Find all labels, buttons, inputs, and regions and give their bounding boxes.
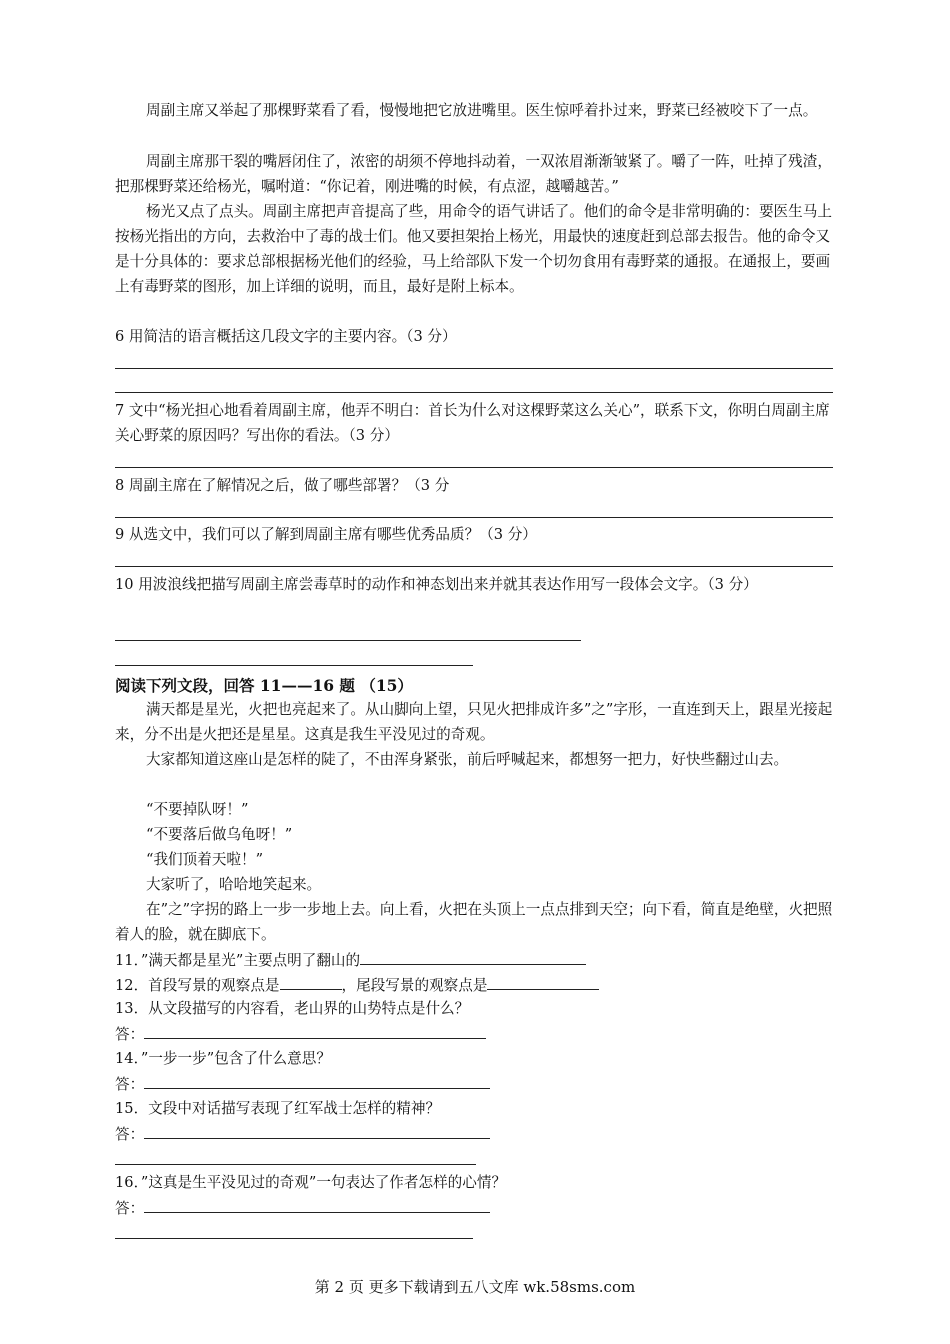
question-10: 10 用波浪线把描写周副主席尝毒草时的动作和神态划出来并就其表达作用写一段体会文字。（3 分） xyxy=(115,576,758,593)
question-12 xyxy=(115,972,599,998)
passage2-paragraph-4: 在”之”字拐的路上一步一步地上去。向上看，火把在头顶上一点点排到天空；向下看，简直是绝壁，火把照着人的脸，就在脚底下。 xyxy=(115,901,833,943)
question-14: 14．”一步一步”包含了什么意思？ xyxy=(115,1050,331,1067)
passage2-paragraph-2: 大家都知道这座山是怎样的陡了，不由浑身紧张，前后呼喊起来，都想努一把力，好快些翻过山去。 xyxy=(146,751,789,768)
question-13: 13．从文段描写的内容看，老山界的山势特点是什么？ xyxy=(115,1000,470,1017)
passage2-paragraph-1: 满天都是星光，火把也亮起来了。从山脚向上望，只见火把排成许多”之”字形，一直连到天上，跟星光接起来，分不出是火把还是星星。这真是我生平没见过的奇观。 xyxy=(115,701,833,743)
answer-line[interactable] xyxy=(115,1164,476,1165)
answer-line[interactable] xyxy=(115,1238,473,1239)
answer-blank[interactable] xyxy=(144,1121,490,1139)
passage1-paragraph-3: 杨光又点了点头。周副主席把声音提高了些，用命令的语气讲话了。他们的命令是非常明确的：要医生马上按杨光指出的方向，去救治中了毒的战士们。他又要担架抬上杨光，用最快的速度赶到总部去报告。他的命令又是十分具体的：要求总部根据杨光他们的经验，马上给部队下发一个切勿食用有毒野菜的通报。在通报上，要画上有毒野菜的图形，加上详细的说明，而且，最好是附上标本。 xyxy=(115,203,832,295)
question-8: 8 周副主席在了解情况之后，做了哪些部署？（3 分 xyxy=(115,477,450,494)
question-11-text: 11．”满天都是星光”主要点明了翻山的 xyxy=(115,952,361,969)
answer-blank[interactable] xyxy=(144,1021,486,1039)
answer-blank[interactable] xyxy=(280,972,342,990)
answer-label: 答： xyxy=(115,1026,145,1043)
answer-line[interactable] xyxy=(115,467,833,468)
answer-blank[interactable] xyxy=(487,972,599,990)
section-heading: 阅读下列文段，回答 11——16 题 （15） xyxy=(115,676,413,695)
answer-line[interactable] xyxy=(115,517,833,518)
answer-blank[interactable] xyxy=(360,947,586,965)
question-12-text-b: ，尾段写景的观察点是 xyxy=(341,977,488,994)
answer-blank[interactable] xyxy=(144,1071,490,1089)
answer-line[interactable] xyxy=(115,392,833,393)
passage2-dialogue-1: “不要掉队呀！” xyxy=(146,801,249,818)
question-12-text-a: 12．首段写景的观察点是 xyxy=(115,977,280,994)
passage2-dialogue-3: “我们顶着天啦！” xyxy=(146,851,264,868)
answer-line[interactable] xyxy=(115,368,833,369)
answer-row xyxy=(115,1071,490,1097)
answer-row xyxy=(115,1021,486,1047)
answer-line[interactable] xyxy=(115,665,473,666)
answer-label: 答： xyxy=(115,1126,145,1143)
answer-row xyxy=(115,1121,490,1147)
question-6: 6 用简洁的语言概括这几段文字的主要内容。（3 分） xyxy=(115,328,457,345)
answer-label: 答： xyxy=(115,1076,145,1093)
page-footer: 第 2 页 更多下载请到五八文库 wk.58sms.com xyxy=(314,1278,636,1296)
passage2-dialogue-2: “不要落后做乌龟呀！” xyxy=(146,826,293,843)
question-15: 15．文段中对话描写表现了红军战士怎样的精神？ xyxy=(115,1100,441,1117)
question-9: 9 从选文中，我们可以了解到周副主席有哪些优秀品质？（3 分） xyxy=(115,526,537,543)
passage2-paragraph-3: 大家听了，哈哈地笑起来。 xyxy=(146,876,322,893)
answer-line[interactable] xyxy=(115,640,581,641)
passage1-paragraph-1: 周副主席又举起了那棵野菜看了看，慢慢地把它放进嘴里。医生惊呼着扑过来，野菜已经被咬下了一点。 xyxy=(146,102,818,119)
answer-blank[interactable] xyxy=(144,1195,490,1213)
answer-line[interactable] xyxy=(115,566,833,567)
question-16: 16．”这真是生平没见过的奇观”一句表达了作者怎样的心情？ xyxy=(115,1174,507,1191)
answer-row xyxy=(115,1195,490,1221)
answer-label: 答： xyxy=(115,1200,145,1217)
question-7: 7 文中“杨光担心地看着周副主席，他弄不明白：首长为什么对这棵野菜这么关心”，联系下文，你明白周副主席关心野菜的原因吗？写出你的看法。（3 分） xyxy=(115,402,830,444)
question-11 xyxy=(115,947,586,973)
passage1-paragraph-2: 周副主席那干裂的嘴唇闭住了，浓密的胡须不停地抖动着，一双浓眉渐渐皱紧了。嚼了一阵，吐掉了残渣，把那棵野菜还给杨光，嘱咐道：“你记着，刚进嘴的时候，有点涩，越嚼越苦。” xyxy=(115,153,832,195)
